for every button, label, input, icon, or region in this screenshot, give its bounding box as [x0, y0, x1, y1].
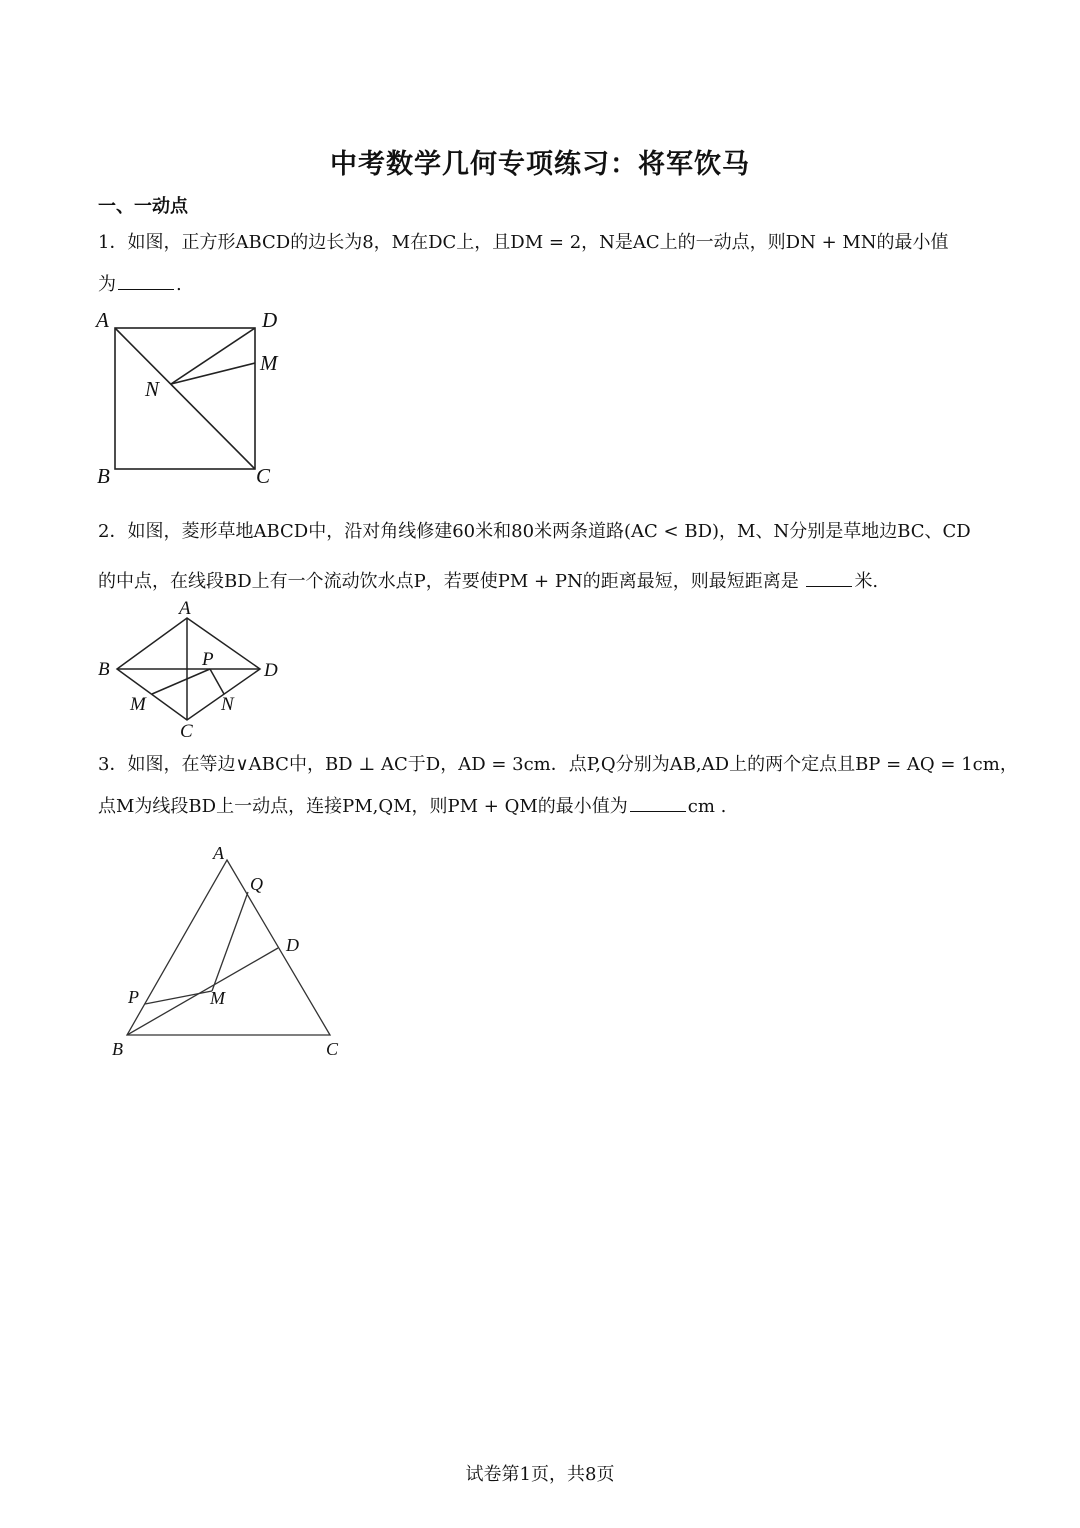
fig3-label-M: M — [210, 988, 225, 1008]
fig2-label-M: M — [130, 694, 146, 715]
fig1-label-M: M — [260, 351, 278, 375]
fig3-label-D: D — [286, 935, 299, 955]
question-1-end: . — [176, 274, 182, 295]
fig3-label-P: P — [128, 987, 139, 1007]
fig2-label-N: N — [221, 694, 234, 715]
question-1-line-2 — [98, 270, 182, 296]
fig1-label-C: C — [256, 464, 271, 488]
page-title: 中考数学几何专项练习：将军饮马 — [330, 149, 750, 180]
answer-blank-1[interactable] — [118, 288, 174, 290]
fig1-label-A: A — [96, 308, 109, 332]
question-1-line-1: 1．如图，正方形ABCD的边长为8，M在DC上，且DM = 2，N是AC上的一动点，则DN + MN的最小值 — [98, 232, 949, 253]
question-3-prefix: 点M为线段BD上一动点，连接PM,QM，则PM + QM的最小值为 — [98, 796, 628, 817]
fig1-label-D: D — [262, 308, 278, 332]
fig3-label-A: A — [213, 843, 224, 863]
figure-2-rhombus — [90, 595, 290, 745]
question-3-line-1: 3．如图，在等边∨ABC中，BD ⊥ AC于D，AD = 3cm．点P,Q分别为AB,AD上的两个定点且BP = AQ = 1cm， — [98, 754, 1018, 775]
fig1-label-B: B — [97, 464, 110, 488]
fig2-label-C: C — [180, 721, 193, 742]
answer-blank-3[interactable] — [630, 810, 686, 812]
section-heading: 一、一动点 — [98, 196, 188, 217]
fig3-label-Q: Q — [250, 874, 263, 894]
page-footer: 试卷第1页，共8页 — [465, 1464, 615, 1485]
question-2-line-1: 2．如图，菱形草地ABCD中，沿对角线修建60米和80米两条道路(AC < BD)，M、N分别是草地边BC、CD — [98, 521, 971, 542]
fig3-label-C: C — [326, 1039, 339, 1059]
fig2-label-A: A — [179, 598, 191, 619]
figure-3-triangle — [100, 840, 360, 1070]
figure-1-square — [90, 305, 300, 490]
question-2-line-2 — [98, 567, 878, 593]
fig3-label-B: B — [112, 1039, 123, 1059]
question-3-line-2 — [98, 792, 726, 818]
fig1-label-N: N — [145, 377, 160, 401]
fig2-label-B: B — [98, 659, 110, 680]
fig2-label-P: P — [202, 649, 214, 670]
answer-blank-2[interactable] — [806, 585, 852, 587]
fig2-label-D: D — [264, 660, 278, 681]
question-2-end: 米. — [854, 571, 879, 592]
question-3-end: cm . — [687, 796, 727, 817]
question-1-prefix: 为 — [98, 274, 116, 295]
question-2-prefix: 的中点，在线段BD上有一个流动饮水点P，若要使PM + PN的距离最短，则最短距离是 — [98, 571, 799, 592]
